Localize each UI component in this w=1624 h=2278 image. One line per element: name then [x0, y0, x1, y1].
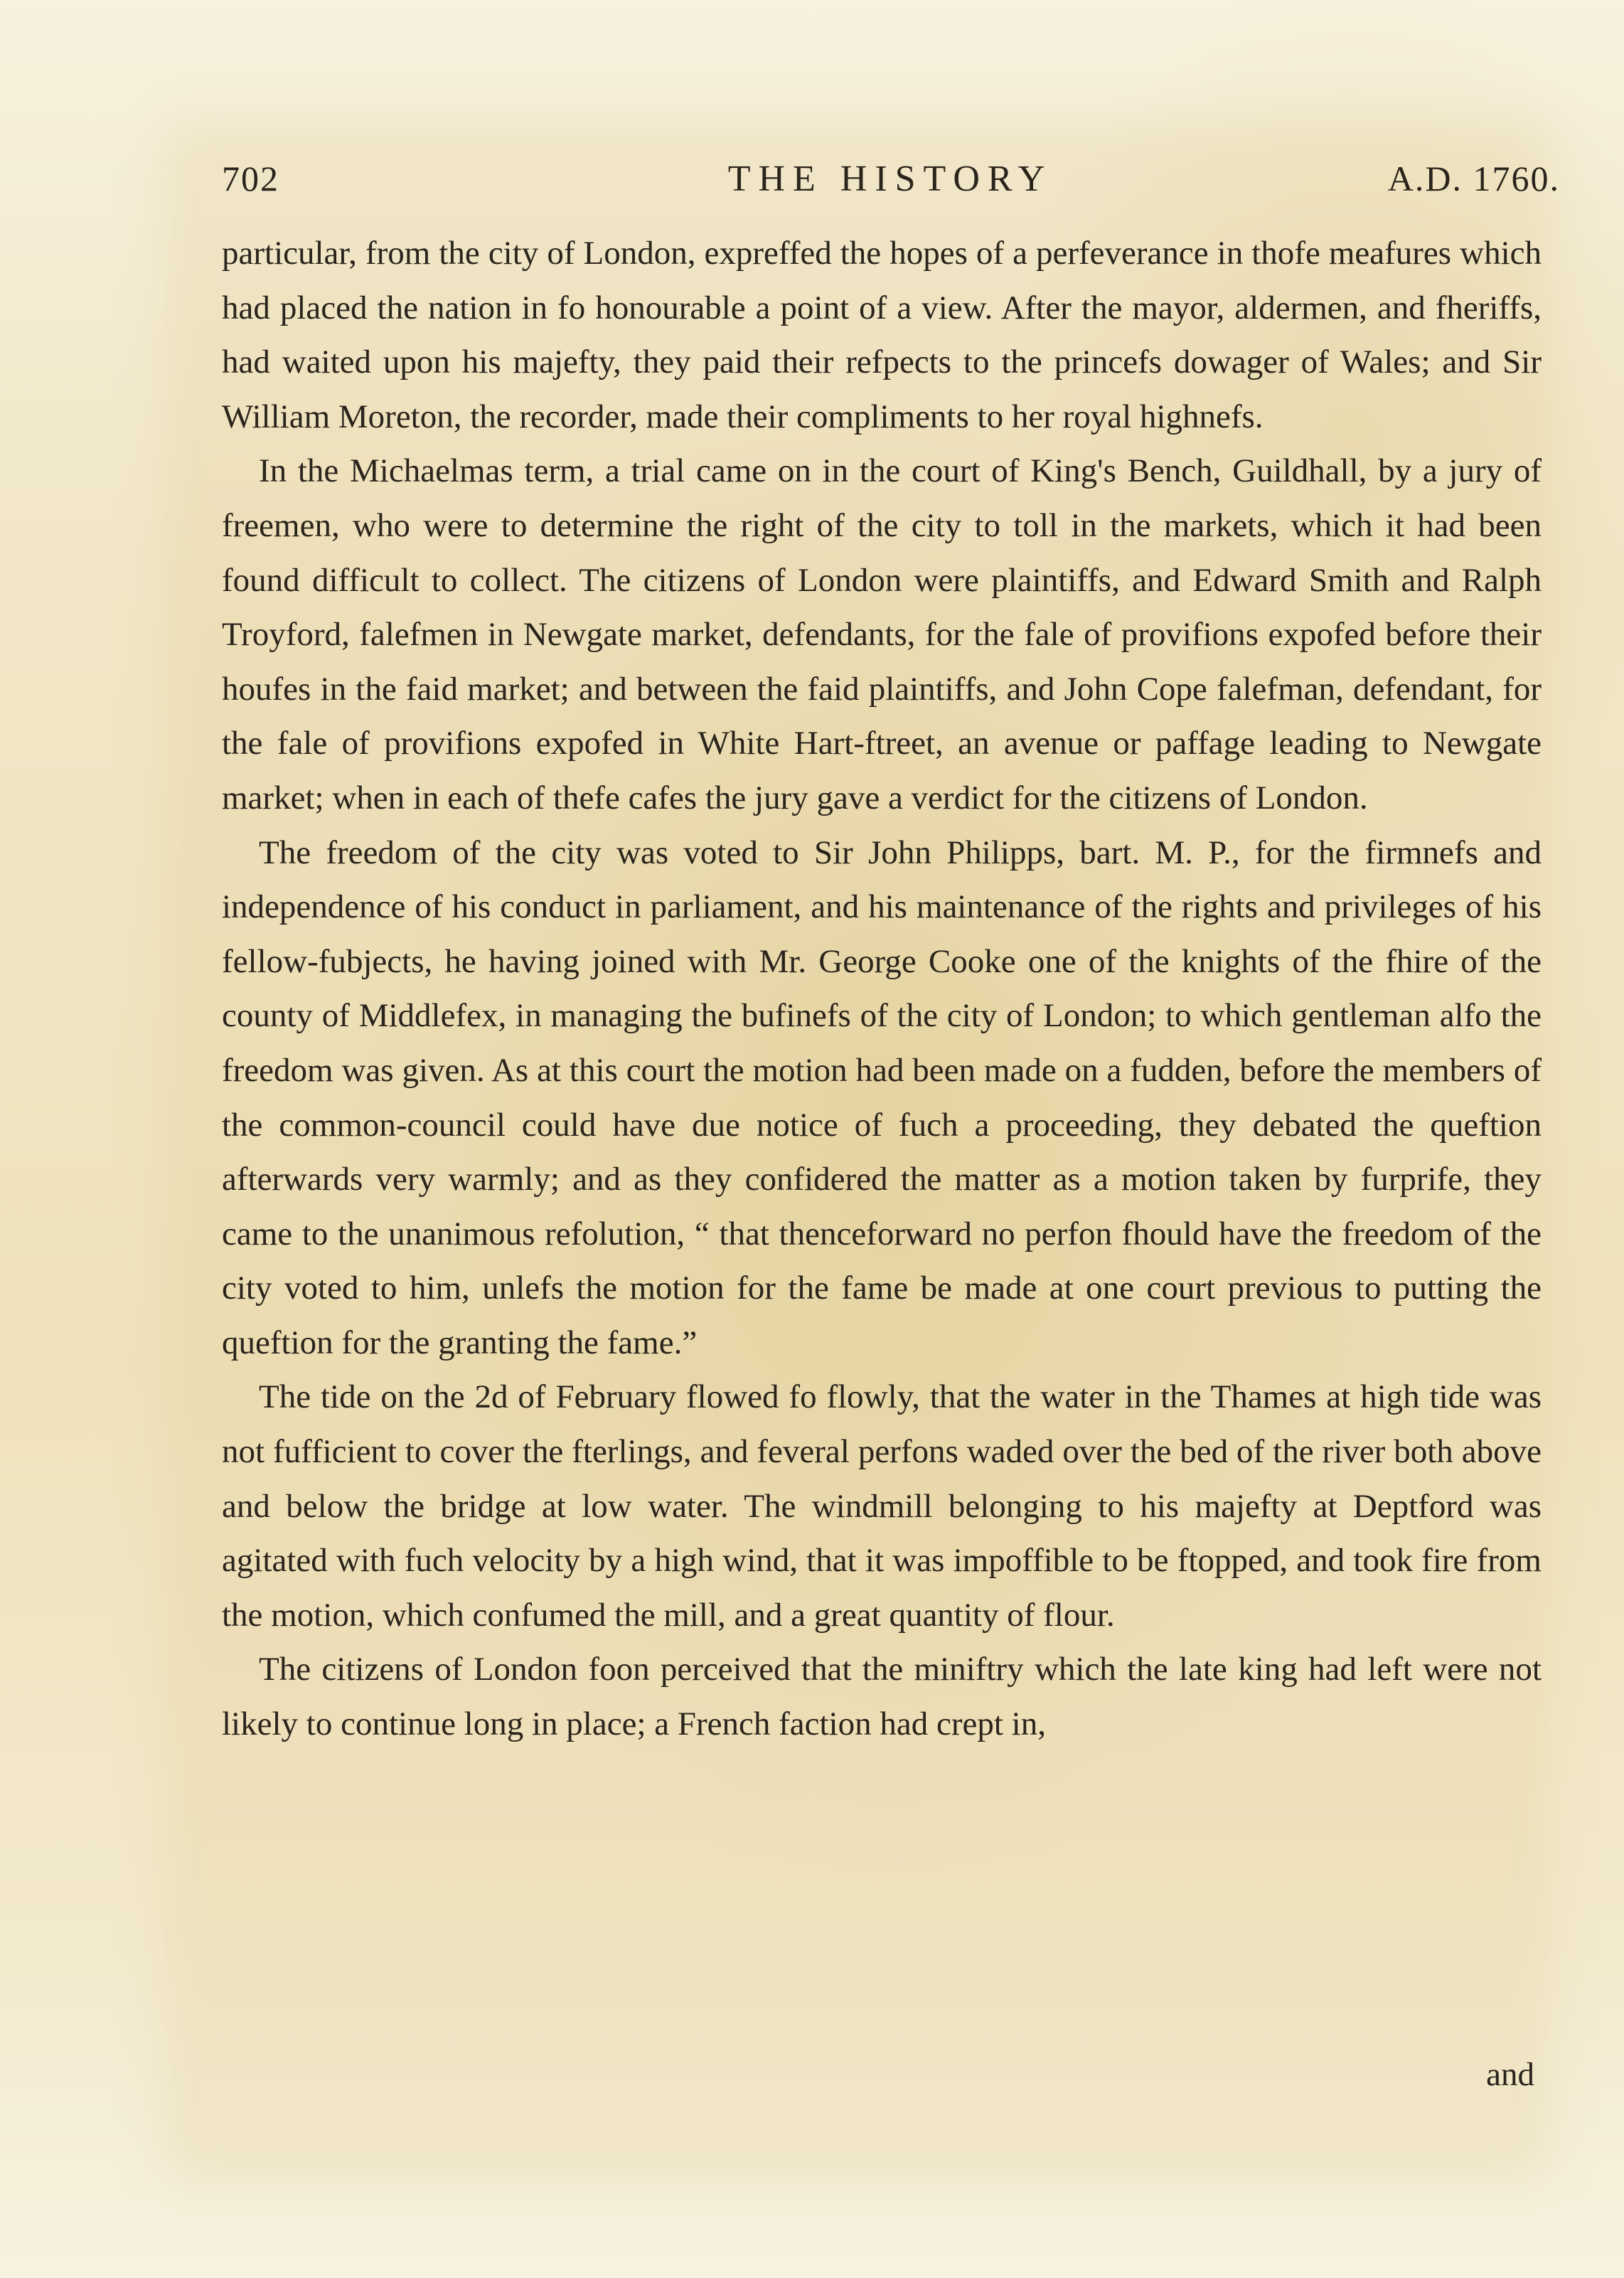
page-number: 702 — [222, 159, 279, 198]
running-head — [222, 158, 1560, 208]
paragraph-tide-and-windmill: The tide on the 2d of February flowed fo flowly, that the water in the Thames at high tide was not fufficient to cover the fterlings, and feveral perfons waded over the bed of the river both above and below the bridge at low water. The windmill belonging to his majefty at Deptford was agitated with fuch velocity by a high wind, that it was impoffible to be ftopped, and took fire from the motion, which confumed the mill, and a great quantity of flour. — [222, 1378, 1542, 1634]
paragraph-michaelmas-trial: In the Michaelmas term, a trial came on in the court of King's Bench, Guildhall, by a jury of freemen, who were to determine the right of the city to toll in the markets, which it had been found difficult to collect. The citizens of London were plaintiffs, and Edward Smith and Ralph Troyford, falefmen in Newgate market, defendants, for the fale of provifions expofed before their houfes in the faid market; and between the faid plaintiffs, and John Cope falefman, defendant, for the fale of provifions expofed in White Hart-ftreet, an avenue or paffage leading to Newgate market; when in each of thefe cafes the jury gave a verdict for the citizens of London. — [222, 452, 1542, 816]
catchword: and — [1486, 2056, 1534, 2093]
body-text — [222, 226, 1542, 1752]
paragraph-freedom-of-city: The freedom of the city was voted to Sir John Philipps, bart. M. P., for the firmnefs and independence of his conduct in parliament, and his maintenance of the rights and privileges of his fellow-fubjects, he having joined with Mr. George Cooke one of the knights of the fhire of the county of Middlefex, in managing the bufinefs of the city of London; to which gentleman alfo the freedom was given. As at this court the motion had been made on a fudden, before the members of the common-council could have due notice of fuch a proceeding, they debated the queftion afterwards very warmly; and as they confidered the matter as a motion taken by furprife, they came to the unanimous refolution, “ that thenceforward no perfon fhould have the freedom of the city voted to him, unlefs the motion for the fame be made at one court previous to putting the queftion for the granting the fame.” — [222, 834, 1542, 1361]
paragraph-french-faction: The citizens of London foon perceived that the miniftry which the late king had left were not likely to continue long in place; a French faction had crept in, — [222, 1651, 1542, 1743]
paragraph-continued: particular, from the city of London, expreffed the hopes of a perfeverance in thofe meafures which had placed the nation in fo honourable a point of a view. After the mayor, aldermen, and fheriffs, had waited upon his majefty, they paid their refpects to the princefs dowager of Wales; and Sir William Moreton, the recorder, made their compliments to her royal highnefs. — [222, 235, 1542, 435]
running-title: THE HISTORY — [727, 159, 1053, 199]
running-date: A.D. 1760. — [1387, 159, 1560, 198]
